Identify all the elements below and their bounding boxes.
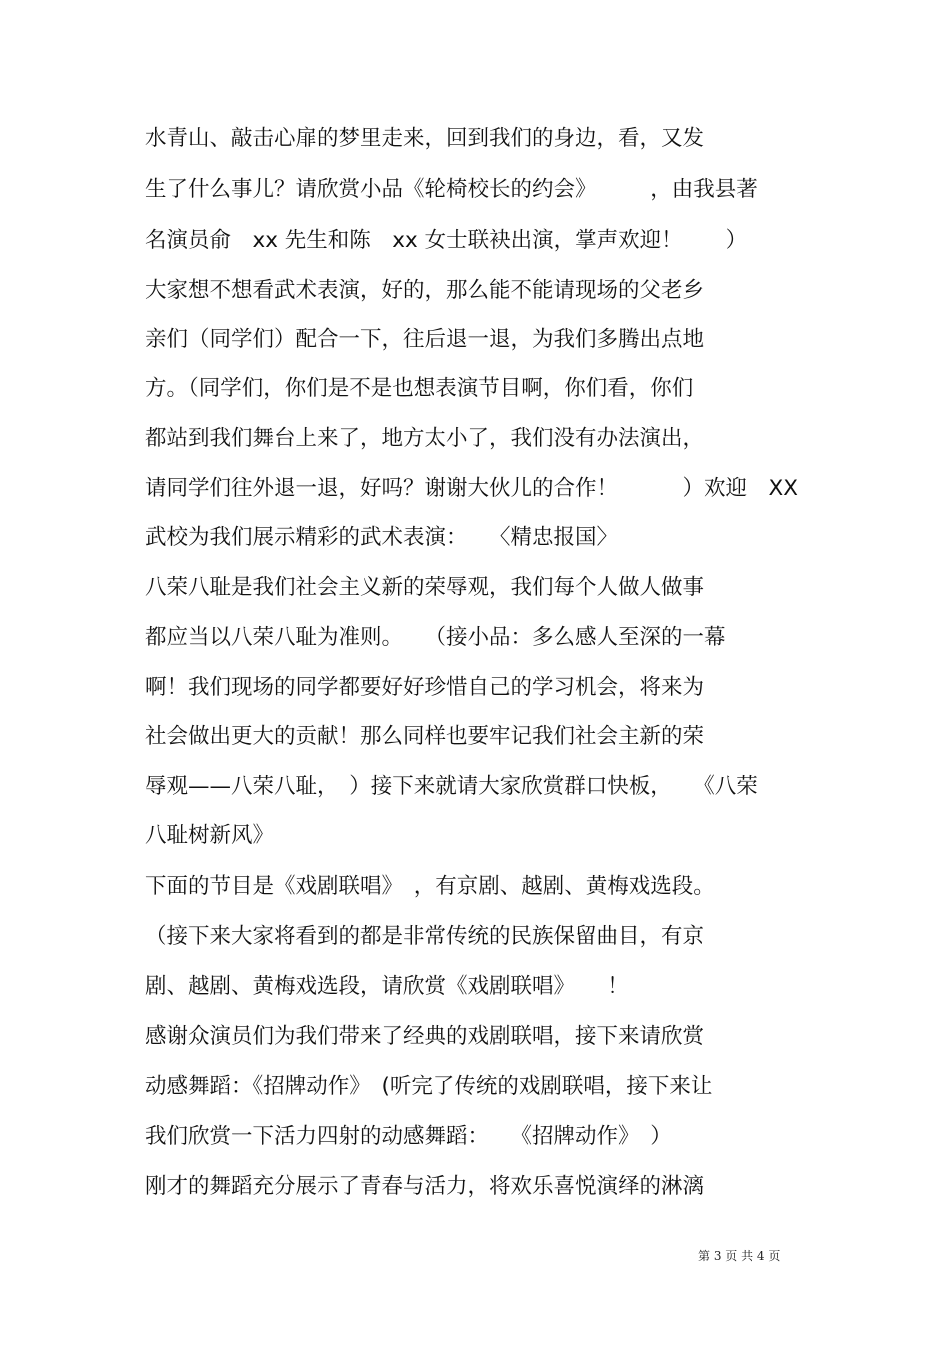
text-line: 社会做出更大的贡献！那么同样也要牢记我们社会主新的荣 <box>145 724 705 749</box>
text-line: 剧、越剧、黄梅戏选段，请欣赏《戏剧联唱》 ！ <box>145 974 629 999</box>
text-line: 动感舞蹈：《招牌动作》 (听完了传统的戏剧联唱，接下来让 <box>145 1074 713 1099</box>
text-line: 八耻树新风》 <box>145 823 275 848</box>
text-line: 都应当以八荣八耻为准则。 （接小品：多么感人至深的一幕 <box>145 625 726 650</box>
text-line: 水青山、敲击心扉的梦里走来，回到我们的身边，看，又发 <box>145 126 705 151</box>
text-line: 辱观——八荣八耻， ）接下来就请大家欣赏群口快板， 《八荣 <box>145 774 758 799</box>
text-line: 都站到我们舞台上来了，地方太小了，我们没有办法演出， <box>145 426 705 451</box>
page-footer <box>0 1246 950 1266</box>
text-line: 刚才的舞蹈充分展示了青春与活力，将欢乐喜悦演绎的淋漓 <box>145 1174 705 1199</box>
text-line: 下面的节目是《戏剧联唱》 ，有京剧、越剧、黄梅戏选段。 <box>145 874 715 899</box>
page-number: 第 3 页 共 4 页 <box>698 1249 781 1263</box>
text-line: 生了什么事儿？请欣赏小品《轮椅校长的约会》 ，由我县著 <box>145 177 758 202</box>
text-line: 请同学们往外退一退，好吗？谢谢大伙儿的合作！ ）欢迎 XX <box>145 476 798 501</box>
text-line: 大家想不想看武术表演，好的，那么能不能请现场的父老乡 <box>145 278 705 303</box>
text-line: 亲们（同学们）配合一下，往后退一退，为我们多腾出点地 <box>145 327 705 352</box>
text-line: （接下来大家将看到的都是非常传统的民族保留曲目，有京 <box>145 924 705 949</box>
text-line: 八荣八耻是我们社会主义新的荣辱观，我们每个人做人做事 <box>145 575 705 600</box>
text-line: 名演员俞 xx 先生和陈 xx 女士联袂出演，掌声欢迎！ ） <box>145 228 748 253</box>
text-line: 方。（同学们，你们是不是也想表演节目啊，你们看，你们 <box>145 376 694 401</box>
text-line: 感谢众演员们为我们带来了经典的戏剧联唱，接下来请欣赏 <box>145 1024 705 1049</box>
text-line: 我们欣赏一下活力四射的动感舞蹈： 《招牌动作》 ） <box>145 1124 672 1149</box>
text-line: 啊！我们现场的同学都要好好珍惜自己的学习机会，将来为 <box>145 675 705 700</box>
text-line: 武校为我们展示精彩的武术表演： 〈精忠报国〉 <box>145 525 619 550</box>
